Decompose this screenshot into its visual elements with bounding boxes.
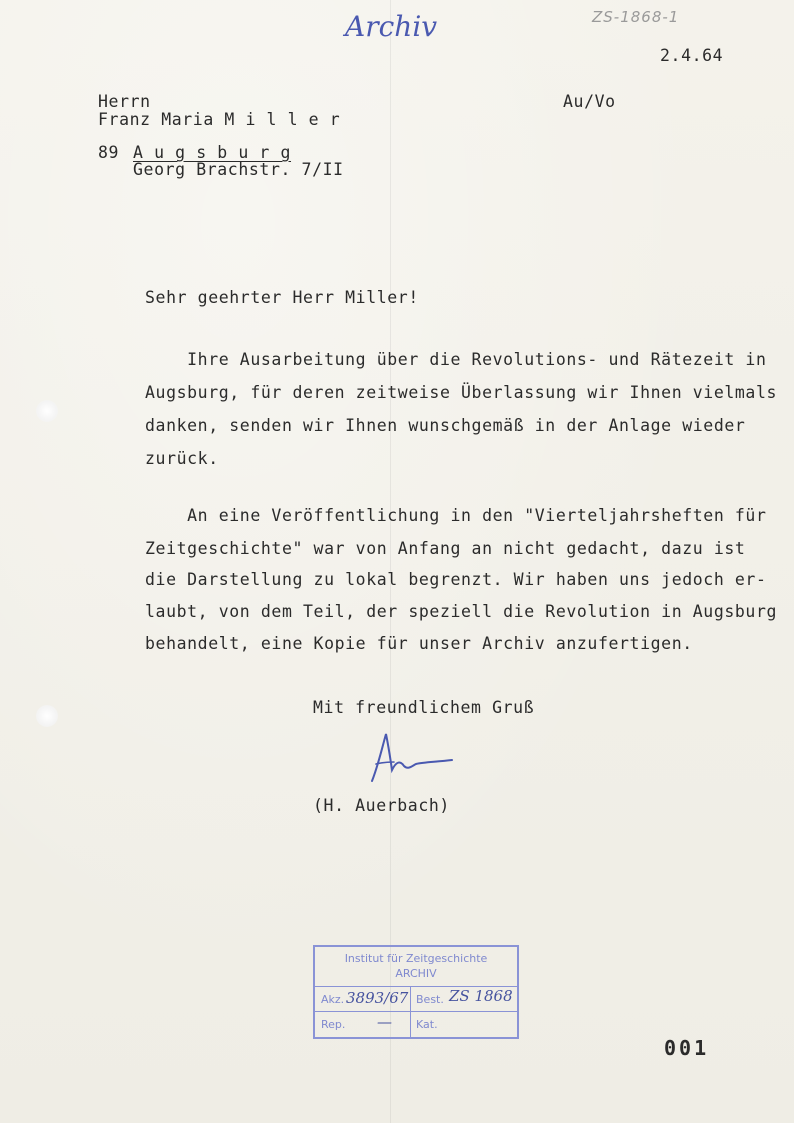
archive-handwritten-note: Archiv (345, 10, 438, 43)
stamp-bestand-label: Best. (416, 993, 444, 1006)
reference-pencil-note: ZS-1868-1 (592, 8, 680, 26)
stamp-kat-label: Kat. (416, 1018, 438, 1031)
paragraph1-line: zurück. (145, 449, 219, 468)
stamp-rep-label: Rep. (321, 1018, 346, 1031)
stamp-rep-value: — (377, 1013, 392, 1031)
closing: Mit freundlichem Gruß (313, 698, 535, 717)
letter-date: 2.4.64 (660, 46, 724, 65)
stamp-akz-label: Akz. (321, 993, 345, 1006)
stamp-title-line1: Institut für Zeitgeschichte (344, 952, 488, 965)
archive-stamp (313, 945, 519, 1039)
stamp-bestand-value: ZS 1868 (449, 987, 513, 1005)
page-number: 001 (664, 1036, 710, 1060)
punch-hole (36, 400, 58, 422)
greeting: Sehr geehrter Herr Miller! (145, 288, 419, 307)
recipient-postcode: 89 (98, 143, 120, 162)
paragraph1-line: danken, senden wir Ihnen wunschgemäß in der Anlage wieder (145, 416, 746, 435)
paragraph2-line: behandelt, eine Kopie für unser Archiv anzufertigen. (145, 634, 693, 653)
stamp-divider-vertical (410, 986, 411, 1037)
punch-hole (36, 705, 58, 727)
paragraph1-line: Augsburg, für deren zeitweise Überlassung wir Ihnen vielmals (145, 383, 778, 402)
paragraph2-line: die Darstellung zu lokal begrenzt. Wir haben uns jedoch er- (145, 570, 767, 589)
signatory-name: (H. Auerbach) (313, 796, 450, 815)
handwritten-signature (364, 726, 464, 786)
paragraph1-line: Ihre Ausarbeitung über die Revolutions- und Rätezeit in (145, 350, 767, 369)
stamp-title-line2: ARCHIV (395, 967, 437, 980)
reference-code: Au/Vo (563, 92, 616, 111)
stamp-akz-value: 3893/67 (346, 989, 409, 1007)
recipient-street: Georg Brachstr. 7/II (133, 160, 344, 179)
stamp-divider (315, 1011, 517, 1012)
paragraph2-line: Zeitgeschichte" war von Anfang an nicht gedacht, dazu ist (145, 539, 746, 558)
paragraph2-line: An eine Veröffentlichung in den "Vierteljahrsheften für (145, 506, 767, 525)
recipient-name: Franz Maria M i l l e r (98, 110, 341, 129)
recipient-city: A u g s b u r g (133, 143, 292, 162)
paragraph2-line: laubt, von dem Teil, der speziell die Revolution in Augsburg (145, 602, 778, 621)
address-salutation: Herrn (98, 92, 151, 111)
